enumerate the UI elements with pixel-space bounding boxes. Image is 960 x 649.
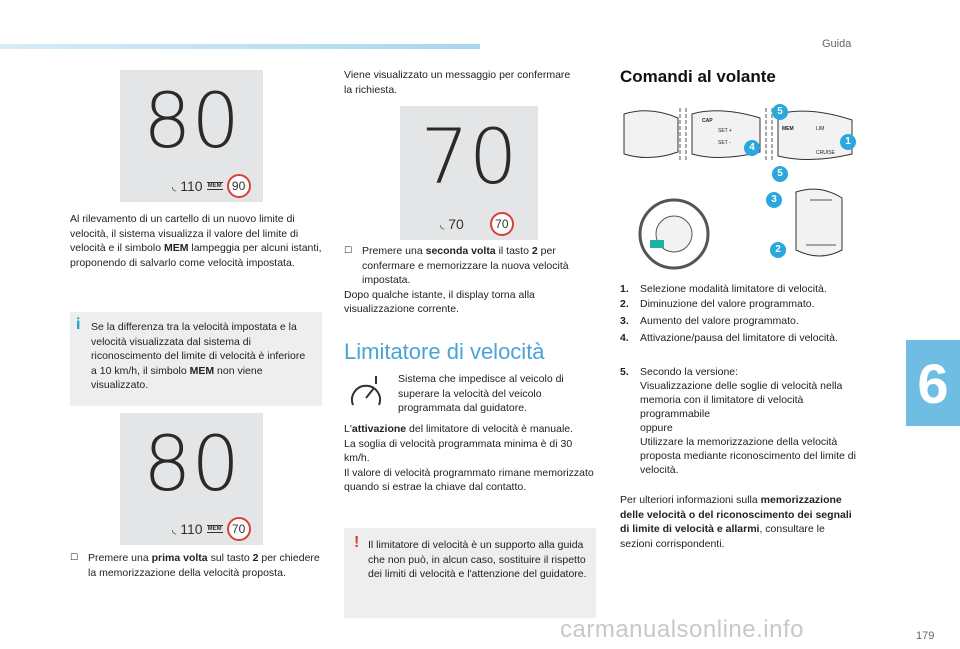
badge-5-bottom: 5 <box>772 166 788 182</box>
speed-limit-row <box>440 212 514 236</box>
after-text: Dopo qualche istante, il display torna alla visualizzazione corrente. <box>344 288 535 315</box>
item-text: Selezione modalità limitatore di velocità. <box>640 283 827 295</box>
text: lampeggia per alcuni istanti, proponendo di salvarlo come velocità impostata. <box>70 242 322 269</box>
displayed-speed: 80 <box>143 419 240 508</box>
diagram-label-set-plus: SET + <box>718 128 732 134</box>
bullet-first-press <box>70 551 322 580</box>
item-number: 5. <box>620 366 629 378</box>
speed-display-80-70 <box>120 413 263 545</box>
arrow-bullet-icon: ☐ <box>70 553 79 563</box>
text: Il valore di velocità programmato rimane memorizzato quando si estrae la chiave dal contatto. <box>344 466 594 493</box>
page-number: 179 <box>916 630 935 642</box>
diagram-label-cap: CAP <box>702 118 713 124</box>
controls-list <box>620 282 880 502</box>
info-note <box>70 312 322 406</box>
speed-sign-icon: 90 <box>227 174 251 198</box>
item-text: Secondo la versione: <box>640 366 739 378</box>
badge-5-top: 5 <box>772 104 788 120</box>
limit-value: 110 <box>180 178 203 194</box>
text: , consultare le sezioni corrispondenti. <box>620 523 825 550</box>
speed-display-80-90 <box>120 70 263 202</box>
text: Utilizzare la memorizzazione della velocità proposta mediante riconoscimento del limite di velocità. <box>640 436 856 476</box>
badge-3: 3 <box>766 192 782 208</box>
text: Premere una <box>88 552 152 564</box>
warning-text: Il limitatore di velocità è un supporto alla guida che non può, in alcun caso, sostituire il rispetto dei limiti di velocità e l'attenzione del guidatore. <box>368 539 587 580</box>
section-heading-limiter: Limitatore di velocità <box>344 339 545 364</box>
text: sul tasto <box>207 552 253 564</box>
item-text: Diminuzione del valore programmato. <box>640 298 815 310</box>
section-label: Guida <box>822 38 852 50</box>
text: Premere una <box>362 245 426 257</box>
watermark: carmanualsonline.info <box>560 616 804 643</box>
bold: prima volta <box>151 552 208 564</box>
speed-display-70 <box>400 106 538 240</box>
text: Visualizzazione delle soglie di velocità nella memoria con il limitatore di velocità programmabile <box>640 380 843 420</box>
mem-symbol: MEM <box>207 526 222 532</box>
speedometer-icon <box>348 372 384 412</box>
text: Per ulteriori informazioni sulla <box>620 494 761 506</box>
item-number: 4. <box>620 332 629 344</box>
sign-recognition-icon: ◟ <box>172 523 177 536</box>
header-bar <box>0 44 480 49</box>
warning-icon: ! <box>354 534 360 551</box>
activation-paragraph <box>344 422 596 495</box>
sign-recognition-icon: ◟ <box>172 180 177 193</box>
bullet-second-press <box>344 244 594 317</box>
bold: attivazione <box>351 423 407 435</box>
item-text: Aumento del valore programmato. <box>640 315 799 327</box>
speed-sign-icon: 70 <box>490 212 514 236</box>
text: La soglia di velocità programmata minima è di 30 km/h. <box>344 437 573 464</box>
diagram-label-mem: MEM <box>782 126 794 132</box>
bold: memorizzazione delle velocità o del riconoscimento dei segnali di limite di velocità e allarmi <box>620 494 852 535</box>
sign-recognition-icon: ◟ <box>440 218 445 231</box>
steering-controls-diagram <box>620 100 870 270</box>
bold: seconda volta <box>425 245 496 257</box>
limit-value: 110 <box>180 521 203 537</box>
text: oppure <box>640 422 673 434</box>
paragraph-new-limit <box>70 212 322 270</box>
mem-bold: MEM <box>189 364 215 377</box>
item5-details <box>640 379 875 477</box>
bullet-text <box>362 244 594 288</box>
item-text: Attivazione/pausa del limitatore di velocità. <box>640 332 838 344</box>
diagram-label-set-minus: SET - <box>718 140 731 146</box>
text: Se la differenza tra la velocità impostata e la velocità visualizzata dal sistema di riconoscimento del limite di velocità è inferiore a 10 km/h, il simbolo <box>91 321 306 377</box>
info-icon: i <box>76 316 81 333</box>
badge-1: 1 <box>840 134 856 150</box>
section-heading-steering: Comandi al volante <box>620 67 776 86</box>
item-number: 2. <box>620 298 629 310</box>
text: Al rilevamento di un cartello di un nuovo limite di velocità, il sistema visualizza il valore del limite di velocità e il simbolo <box>70 213 299 254</box>
warning-note <box>344 528 596 618</box>
item-number: 3. <box>620 315 629 327</box>
badge-4: 4 <box>744 140 760 156</box>
text: il tasto <box>495 245 532 257</box>
diagram-label-cruise: CRUISE <box>816 150 835 156</box>
badge-2: 2 <box>770 242 786 258</box>
displayed-speed: 80 <box>143 76 240 165</box>
bullet-text <box>88 551 322 580</box>
text: non viene visualizzato. <box>91 364 263 391</box>
text: per chiedere la memorizzazione della velocità proposta. <box>88 552 320 579</box>
limit-value: 70 <box>448 216 464 232</box>
confirm-intro: Viene visualizzato un messaggio per confermare la richiesta. <box>344 69 571 96</box>
info-note-text <box>91 320 313 393</box>
speed-limit-row <box>172 174 251 198</box>
bold: 2 <box>531 245 538 257</box>
mem-bold: MEM <box>163 242 189 254</box>
limiter-description: Sistema che impedisce al veicolo di superare la velocità del veicolo programmata dal guidatore. <box>398 373 564 414</box>
mem-symbol: MEM <box>207 183 222 189</box>
text: per confermare e memorizzare la nuova velocità impostata. <box>362 245 569 286</box>
text: del limitatore di velocità è manuale. <box>406 423 574 435</box>
chapter-tab: 6 <box>906 340 960 426</box>
text: L' <box>344 423 352 435</box>
speed-limit-row <box>172 517 251 541</box>
displayed-speed: 70 <box>420 112 518 201</box>
more-info-paragraph <box>620 493 860 551</box>
speed-sign-icon: 70 <box>227 517 251 541</box>
bold: 2 <box>252 552 259 564</box>
diagram-label-lim: LIM <box>816 126 825 132</box>
arrow-bullet-icon: ☐ <box>344 246 353 256</box>
item-number: 1. <box>620 283 629 295</box>
